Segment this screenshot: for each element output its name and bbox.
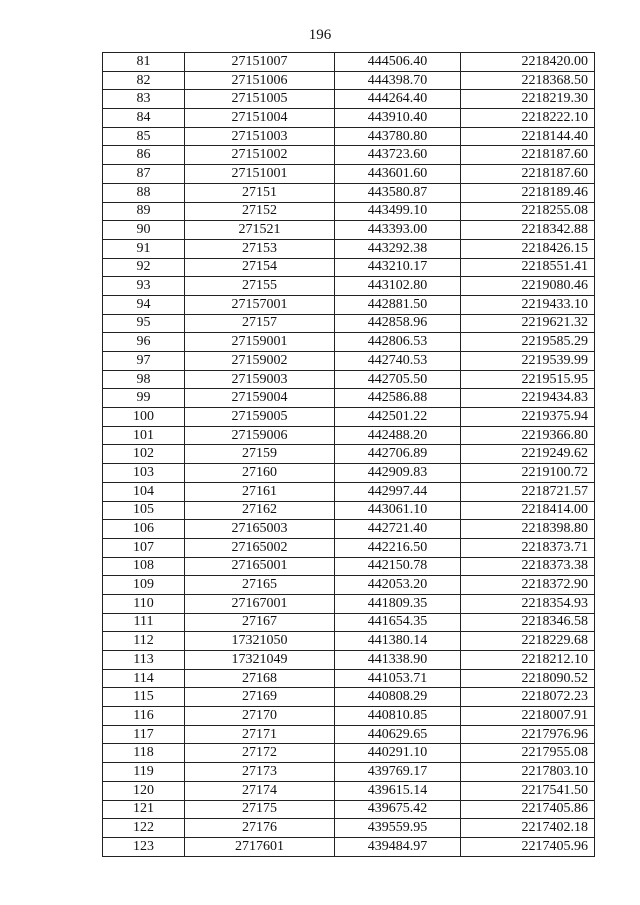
table-row <box>103 314 595 333</box>
x-coordinate-cell: 440629.65 <box>335 725 461 744</box>
table-row <box>103 127 595 146</box>
x-coordinate-cell: 442881.50 <box>335 295 461 314</box>
y-coordinate-cell: 2218398.80 <box>461 520 595 539</box>
row-index-cell: 97 <box>103 352 185 371</box>
table-row <box>103 520 595 539</box>
row-index-cell: 84 <box>103 109 185 128</box>
point-id-cell: 27170 <box>185 707 335 726</box>
y-coordinate-cell: 2218144.40 <box>461 127 595 146</box>
x-coordinate-cell: 440291.10 <box>335 744 461 763</box>
y-coordinate-cell: 2219515.95 <box>461 370 595 389</box>
y-coordinate-cell: 2218372.90 <box>461 576 595 595</box>
x-coordinate-cell: 442858.96 <box>335 314 461 333</box>
point-id-cell: 27165003 <box>185 520 335 539</box>
table-row <box>103 239 595 258</box>
row-index-cell: 112 <box>103 632 185 651</box>
y-coordinate-cell: 2217976.96 <box>461 725 595 744</box>
y-coordinate-cell: 2218354.93 <box>461 594 595 613</box>
y-coordinate-cell: 2218373.71 <box>461 538 595 557</box>
point-id-cell: 27159006 <box>185 426 335 445</box>
x-coordinate-cell: 443210.17 <box>335 258 461 277</box>
point-id-cell: 27168 <box>185 669 335 688</box>
table-row <box>103 71 595 90</box>
point-id-cell: 27159 <box>185 445 335 464</box>
y-coordinate-cell: 2218373.38 <box>461 557 595 576</box>
x-coordinate-cell: 443601.60 <box>335 165 461 184</box>
table-row <box>103 613 595 632</box>
row-index-cell: 100 <box>103 408 185 427</box>
point-id-cell: 27151007 <box>185 53 335 72</box>
x-coordinate-cell: 439559.95 <box>335 819 461 838</box>
point-id-cell: 27151006 <box>185 71 335 90</box>
x-coordinate-cell: 440808.29 <box>335 688 461 707</box>
x-coordinate-cell: 441654.35 <box>335 613 461 632</box>
table-row <box>103 202 595 221</box>
point-id-cell: 27167001 <box>185 594 335 613</box>
x-coordinate-cell: 442150.78 <box>335 557 461 576</box>
table-row <box>103 800 595 819</box>
y-coordinate-cell: 2219621.32 <box>461 314 595 333</box>
point-id-cell: 27153 <box>185 239 335 258</box>
point-id-cell: 27176 <box>185 819 335 838</box>
row-index-cell: 120 <box>103 781 185 800</box>
x-coordinate-cell: 442997.44 <box>335 482 461 501</box>
table-row <box>103 389 595 408</box>
x-coordinate-cell: 442909.83 <box>335 464 461 483</box>
row-index-cell: 117 <box>103 725 185 744</box>
x-coordinate-cell: 443393.00 <box>335 221 461 240</box>
y-coordinate-cell: 2218342.88 <box>461 221 595 240</box>
row-index-cell: 96 <box>103 333 185 352</box>
point-id-cell: 271521 <box>185 221 335 240</box>
row-index-cell: 95 <box>103 314 185 333</box>
table-row <box>103 482 595 501</box>
y-coordinate-cell: 2218189.46 <box>461 183 595 202</box>
table-row <box>103 109 595 128</box>
x-coordinate-cell: 442740.53 <box>335 352 461 371</box>
x-coordinate-cell: 442705.50 <box>335 370 461 389</box>
point-id-cell: 27154 <box>185 258 335 277</box>
table-row <box>103 333 595 352</box>
y-coordinate-cell: 2217541.50 <box>461 781 595 800</box>
y-coordinate-cell: 2219375.94 <box>461 408 595 427</box>
y-coordinate-cell: 2218229.68 <box>461 632 595 651</box>
point-id-cell: 27165 <box>185 576 335 595</box>
table-row <box>103 352 595 371</box>
row-index-cell: 86 <box>103 146 185 165</box>
row-index-cell: 111 <box>103 613 185 632</box>
x-coordinate-cell: 443292.38 <box>335 239 461 258</box>
point-id-cell: 27162 <box>185 501 335 520</box>
row-index-cell: 115 <box>103 688 185 707</box>
table-row <box>103 725 595 744</box>
x-coordinate-cell: 443102.80 <box>335 277 461 296</box>
x-coordinate-cell: 442721.40 <box>335 520 461 539</box>
point-id-cell: 27151 <box>185 183 335 202</box>
y-coordinate-cell: 2218346.58 <box>461 613 595 632</box>
row-index-cell: 118 <box>103 744 185 763</box>
point-id-cell: 27151001 <box>185 165 335 184</box>
point-id-cell: 27157001 <box>185 295 335 314</box>
row-index-cell: 121 <box>103 800 185 819</box>
row-index-cell: 85 <box>103 127 185 146</box>
y-coordinate-cell: 2218212.10 <box>461 651 595 670</box>
coordinates-table-body <box>103 53 595 857</box>
point-id-cell: 27155 <box>185 277 335 296</box>
table-row <box>103 258 595 277</box>
coordinates-table <box>102 52 595 857</box>
y-coordinate-cell: 2218721.57 <box>461 482 595 501</box>
table-row <box>103 277 595 296</box>
row-index-cell: 81 <box>103 53 185 72</box>
table-row <box>103 165 595 184</box>
table-row <box>103 837 595 856</box>
x-coordinate-cell: 440810.85 <box>335 707 461 726</box>
y-coordinate-cell: 2219539.99 <box>461 352 595 371</box>
point-id-cell: 27159002 <box>185 352 335 371</box>
x-coordinate-cell: 441380.14 <box>335 632 461 651</box>
row-index-cell: 101 <box>103 426 185 445</box>
point-id-cell: 27167 <box>185 613 335 632</box>
table-row <box>103 632 595 651</box>
point-id-cell: 27160 <box>185 464 335 483</box>
row-index-cell: 122 <box>103 819 185 838</box>
x-coordinate-cell: 441053.71 <box>335 669 461 688</box>
table-row <box>103 576 595 595</box>
row-index-cell: 114 <box>103 669 185 688</box>
point-id-cell: 27159004 <box>185 389 335 408</box>
table-row <box>103 781 595 800</box>
y-coordinate-cell: 2218426.15 <box>461 239 595 258</box>
page-number: 196 <box>308 27 332 43</box>
table-row <box>103 688 595 707</box>
row-index-cell: 82 <box>103 71 185 90</box>
row-index-cell: 102 <box>103 445 185 464</box>
row-index-cell: 108 <box>103 557 185 576</box>
x-coordinate-cell: 443723.60 <box>335 146 461 165</box>
y-coordinate-cell: 2218420.00 <box>461 53 595 72</box>
row-index-cell: 109 <box>103 576 185 595</box>
table-row <box>103 538 595 557</box>
x-coordinate-cell: 439675.42 <box>335 800 461 819</box>
point-id-cell: 27174 <box>185 781 335 800</box>
y-coordinate-cell: 2217405.96 <box>461 837 595 856</box>
point-id-cell: 27165001 <box>185 557 335 576</box>
table-row <box>103 370 595 389</box>
point-id-cell: 27151003 <box>185 127 335 146</box>
row-index-cell: 94 <box>103 295 185 314</box>
point-id-cell: 27171 <box>185 725 335 744</box>
y-coordinate-cell: 2218255.08 <box>461 202 595 221</box>
row-index-cell: 103 <box>103 464 185 483</box>
table-row <box>103 669 595 688</box>
x-coordinate-cell: 443061.10 <box>335 501 461 520</box>
x-coordinate-cell: 439615.14 <box>335 781 461 800</box>
x-coordinate-cell: 443910.40 <box>335 109 461 128</box>
y-coordinate-cell: 2218007.91 <box>461 707 595 726</box>
row-index-cell: 116 <box>103 707 185 726</box>
point-id-cell: 27159001 <box>185 333 335 352</box>
table-row <box>103 651 595 670</box>
y-coordinate-cell: 2218219.30 <box>461 90 595 109</box>
x-coordinate-cell: 441809.35 <box>335 594 461 613</box>
table-row <box>103 501 595 520</box>
x-coordinate-cell: 442216.50 <box>335 538 461 557</box>
point-id-cell: 27175 <box>185 800 335 819</box>
row-index-cell: 93 <box>103 277 185 296</box>
row-index-cell: 98 <box>103 370 185 389</box>
point-id-cell: 27151002 <box>185 146 335 165</box>
x-coordinate-cell: 441338.90 <box>335 651 461 670</box>
row-index-cell: 123 <box>103 837 185 856</box>
x-coordinate-cell: 443499.10 <box>335 202 461 221</box>
row-index-cell: 89 <box>103 202 185 221</box>
point-id-cell: 27169 <box>185 688 335 707</box>
x-coordinate-cell: 444398.70 <box>335 71 461 90</box>
y-coordinate-cell: 2218368.50 <box>461 71 595 90</box>
table-row <box>103 53 595 72</box>
row-index-cell: 105 <box>103 501 185 520</box>
table-row <box>103 426 595 445</box>
x-coordinate-cell: 439769.17 <box>335 763 461 782</box>
y-coordinate-cell: 2218222.10 <box>461 109 595 128</box>
y-coordinate-cell: 2218187.60 <box>461 146 595 165</box>
table-row <box>103 295 595 314</box>
x-coordinate-cell: 442501.22 <box>335 408 461 427</box>
x-coordinate-cell: 442806.53 <box>335 333 461 352</box>
point-id-cell: 2717601 <box>185 837 335 856</box>
point-id-cell: 27152 <box>185 202 335 221</box>
table-row <box>103 90 595 109</box>
x-coordinate-cell: 442053.20 <box>335 576 461 595</box>
y-coordinate-cell: 2217803.10 <box>461 763 595 782</box>
y-coordinate-cell: 2218090.52 <box>461 669 595 688</box>
row-index-cell: 106 <box>103 520 185 539</box>
x-coordinate-cell: 442488.20 <box>335 426 461 445</box>
point-id-cell: 27151004 <box>185 109 335 128</box>
y-coordinate-cell: 2219080.46 <box>461 277 595 296</box>
row-index-cell: 110 <box>103 594 185 613</box>
x-coordinate-cell: 443580.87 <box>335 183 461 202</box>
x-coordinate-cell: 444264.40 <box>335 90 461 109</box>
y-coordinate-cell: 2219585.29 <box>461 333 595 352</box>
y-coordinate-cell: 2217402.18 <box>461 819 595 838</box>
row-index-cell: 104 <box>103 482 185 501</box>
y-coordinate-cell: 2219434.83 <box>461 389 595 408</box>
table-row <box>103 183 595 202</box>
point-id-cell: 27151005 <box>185 90 335 109</box>
y-coordinate-cell: 2219249.62 <box>461 445 595 464</box>
x-coordinate-cell: 439484.97 <box>335 837 461 856</box>
point-id-cell: 27161 <box>185 482 335 501</box>
y-coordinate-cell: 2219366.80 <box>461 426 595 445</box>
point-id-cell: 27159003 <box>185 370 335 389</box>
y-coordinate-cell: 2218414.00 <box>461 501 595 520</box>
point-id-cell: 17321050 <box>185 632 335 651</box>
row-index-cell: 99 <box>103 389 185 408</box>
table-row <box>103 146 595 165</box>
x-coordinate-cell: 443780.80 <box>335 127 461 146</box>
y-coordinate-cell: 2219100.72 <box>461 464 595 483</box>
point-id-cell: 27172 <box>185 744 335 763</box>
row-index-cell: 87 <box>103 165 185 184</box>
table-row <box>103 594 595 613</box>
table-row <box>103 408 595 427</box>
table-row <box>103 819 595 838</box>
x-coordinate-cell: 442586.88 <box>335 389 461 408</box>
table-row <box>103 557 595 576</box>
y-coordinate-cell: 2217405.86 <box>461 800 595 819</box>
table-row <box>103 221 595 240</box>
point-id-cell: 27157 <box>185 314 335 333</box>
point-id-cell: 27165002 <box>185 538 335 557</box>
point-id-cell: 27159005 <box>185 408 335 427</box>
point-id-cell: 27173 <box>185 763 335 782</box>
table-row <box>103 464 595 483</box>
y-coordinate-cell: 2218187.60 <box>461 165 595 184</box>
row-index-cell: 113 <box>103 651 185 670</box>
y-coordinate-cell: 2217955.08 <box>461 744 595 763</box>
x-coordinate-cell: 444506.40 <box>335 53 461 72</box>
point-id-cell: 17321049 <box>185 651 335 670</box>
row-index-cell: 90 <box>103 221 185 240</box>
y-coordinate-cell: 2219433.10 <box>461 295 595 314</box>
table-row <box>103 763 595 782</box>
x-coordinate-cell: 442706.89 <box>335 445 461 464</box>
y-coordinate-cell: 2218551.41 <box>461 258 595 277</box>
row-index-cell: 119 <box>103 763 185 782</box>
y-coordinate-cell: 2218072.23 <box>461 688 595 707</box>
table-row <box>103 744 595 763</box>
row-index-cell: 107 <box>103 538 185 557</box>
row-index-cell: 92 <box>103 258 185 277</box>
row-index-cell: 88 <box>103 183 185 202</box>
table-row <box>103 707 595 726</box>
row-index-cell: 83 <box>103 90 185 109</box>
table-row <box>103 445 595 464</box>
row-index-cell: 91 <box>103 239 185 258</box>
